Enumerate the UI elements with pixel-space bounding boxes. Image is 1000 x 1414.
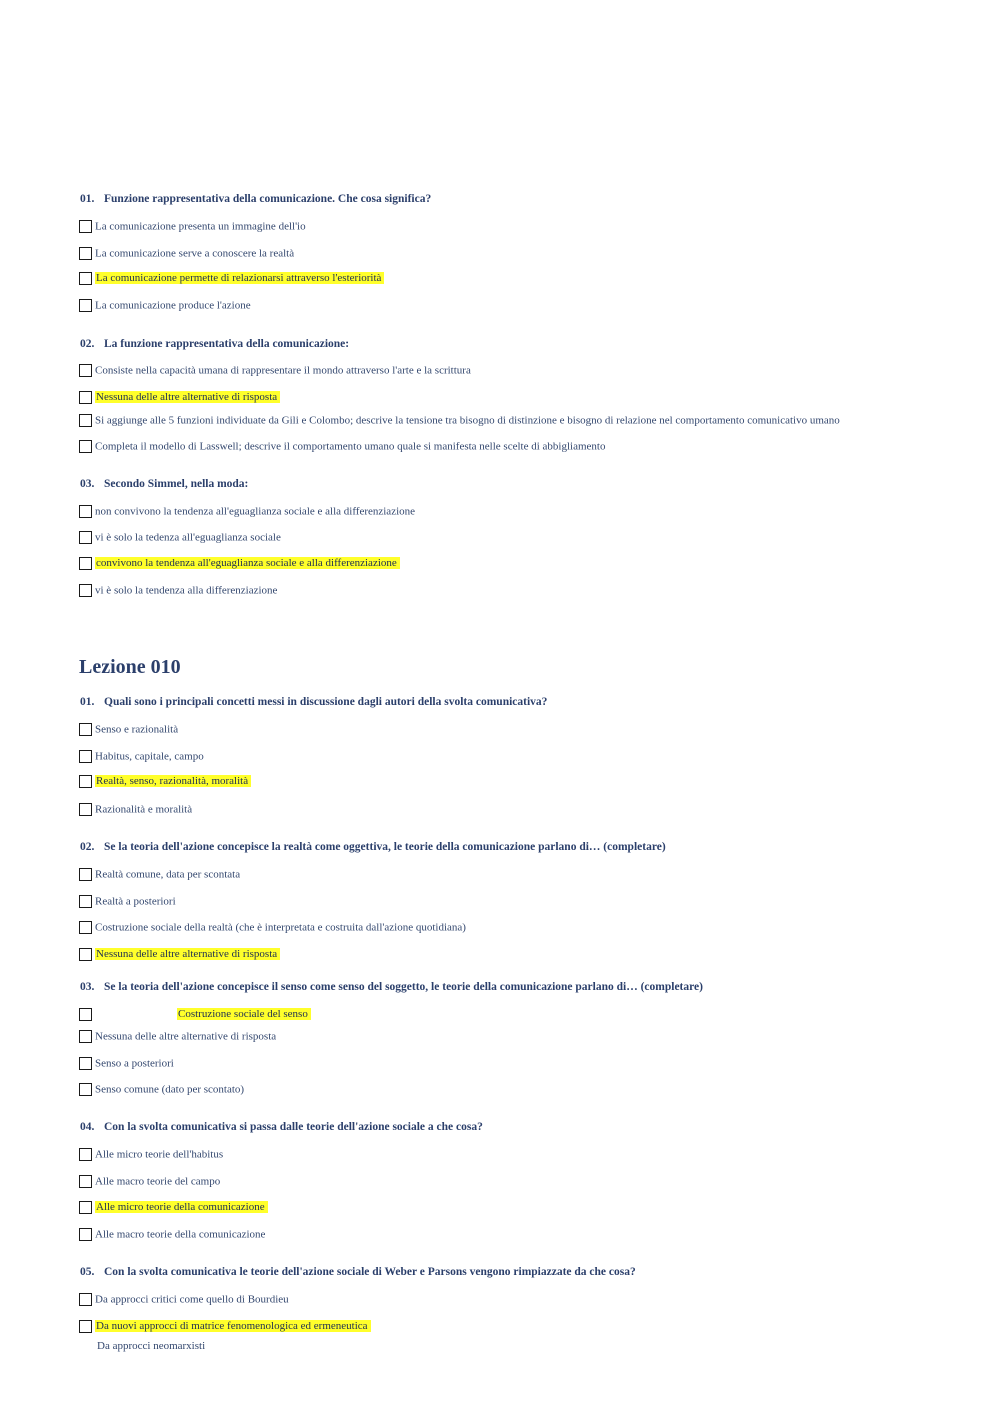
option-label-highlighted: Realtà, senso, razionalità, moralità (95, 775, 251, 787)
answer-option-correct[interactable] (79, 947, 280, 963)
question-a3 (80, 478, 248, 490)
option-label-highlighted: Costruzione sociale del senso (177, 1008, 311, 1020)
answer-option[interactable] (79, 1227, 265, 1243)
option-label-highlighted: Nessuna delle altre alternative di risposta (95, 391, 280, 403)
question-b3 (80, 981, 703, 993)
answer-option[interactable] (79, 749, 204, 765)
answer-option-correct[interactable] (79, 390, 280, 406)
question-number: 01. (80, 696, 95, 708)
checkbox[interactable] (79, 531, 92, 544)
answer-option-correct[interactable] (79, 271, 384, 287)
checkbox[interactable] (79, 364, 92, 377)
answer-option[interactable] (79, 530, 281, 546)
question-text: Con la svolta comunicativa si passa dalle teorie dell'azione sociale a che cosa? (104, 1121, 483, 1133)
checkbox[interactable] (79, 1008, 92, 1021)
question-number: 04. (80, 1121, 95, 1133)
question-number: 02. (80, 338, 95, 350)
question-text: Se la teoria dell'azione concepisce la realtà come oggettiva, le teorie della comunicazione parlano di… (completare) (104, 841, 666, 853)
option-label: Nessuna delle altre alternative di risposta (95, 1030, 277, 1043)
checkbox[interactable] (79, 868, 92, 881)
question-text: Se la teoria dell'azione concepisce il senso come senso del soggetto, le teorie della comunicazione parlano di… (completare) (104, 981, 703, 993)
checkbox[interactable] (79, 803, 92, 816)
checkbox[interactable] (79, 391, 92, 404)
answer-option[interactable] (79, 1147, 223, 1163)
option-label: Costruzione sociale della realtà (che è interpretata e costruita dall'azione quotidiana) (95, 921, 466, 934)
question-text: La funzione rappresentativa della comunicazione: (104, 338, 350, 350)
question-number: 01. (80, 193, 95, 205)
answer-option[interactable] (79, 439, 605, 455)
option-label: non convivono la tendenza all'eguaglianza sociale e alla differenziazione (95, 505, 416, 518)
answer-option[interactable] (79, 894, 176, 910)
answer-option[interactable] (79, 298, 251, 314)
checkbox[interactable] (79, 1057, 92, 1070)
answer-option-correct[interactable] (79, 1319, 371, 1335)
checkbox[interactable] (79, 1201, 92, 1214)
option-label: Razionalità e moralità (95, 803, 193, 816)
answer-option[interactable] (79, 1292, 289, 1308)
answer-option[interactable] (79, 363, 471, 379)
option-label: Alle macro teorie del campo (95, 1175, 221, 1188)
option-label: Senso comune (dato per scontato) (95, 1083, 245, 1096)
checkbox[interactable] (79, 272, 92, 285)
checkbox[interactable] (79, 921, 92, 934)
option-label-highlighted: Alle micro teorie della comunicazione (95, 1201, 268, 1213)
option-label: Senso e razionalità (95, 723, 179, 736)
question-number: 05. (80, 1266, 95, 1278)
checkbox[interactable] (79, 895, 92, 908)
answer-option[interactable] (79, 867, 240, 883)
option-label: Da approcci critici come quello di Bourdieu (95, 1293, 289, 1306)
answer-option-correct[interactable] (79, 1200, 268, 1216)
checkbox[interactable] (79, 505, 92, 518)
answer-option[interactable] (79, 1082, 244, 1098)
checkbox[interactable] (79, 1030, 92, 1043)
checkbox[interactable] (79, 948, 92, 961)
checkbox[interactable] (79, 247, 92, 260)
checkbox[interactable] (79, 1320, 92, 1333)
option-label: Realtà comune, data per scontata (95, 868, 241, 881)
question-text: Con la svolta comunicativa le teorie dell'azione sociale di Weber e Parsons vengono rimpiazzate da che cosa? (104, 1266, 636, 1278)
option-label-highlighted: La comunicazione permette di relazionarsi attraverso l'esteriorità (95, 272, 384, 284)
checkbox[interactable] (79, 1083, 92, 1096)
option-label-highlighted: convivono la tendenza all'eguaglianza sociale e alla differenziazione (95, 557, 400, 569)
question-text: Funzione rappresentativa della comunicazione. Che cosa significa? (104, 193, 432, 205)
checkbox[interactable] (79, 723, 92, 736)
answer-option[interactable] (79, 219, 306, 235)
checkbox[interactable] (79, 1175, 92, 1188)
option-label: vi è solo la tedenza all'eguaglianza sociale (95, 531, 281, 544)
question-a2 (80, 338, 349, 350)
checkbox[interactable] (79, 299, 92, 312)
answer-option[interactable] (79, 1029, 276, 1045)
option-label: Realtà a posteriori (95, 895, 176, 908)
checkbox[interactable] (79, 775, 92, 788)
answer-option[interactable] (79, 802, 192, 818)
question-number: 03. (80, 478, 95, 490)
checkbox[interactable] (79, 414, 92, 427)
answer-option[interactable] (79, 1174, 220, 1190)
answer-option[interactable] (79, 1056, 174, 1072)
question-b1 (80, 696, 547, 708)
option-label: La comunicazione serve a conoscere la realtà (95, 247, 295, 260)
question-b2 (80, 841, 666, 853)
answer-option[interactable] (79, 246, 294, 262)
checkbox[interactable] (79, 750, 92, 763)
option-label-highlighted: Da nuovi approcci di matrice fenomenologica ed ermeneutica (95, 1320, 371, 1332)
lesson-title: Lezione 010 (79, 656, 181, 678)
checkbox[interactable] (79, 220, 92, 233)
answer-option-correct[interactable] (79, 774, 251, 790)
answer-option[interactable] (79, 722, 178, 738)
checkbox[interactable] (79, 1148, 92, 1161)
question-b4 (80, 1121, 483, 1133)
question-b5 (80, 1266, 636, 1278)
answer-option[interactable] (79, 583, 277, 599)
option-label: La comunicazione presenta un immagine dell'io (95, 220, 306, 233)
option-label: Alle macro teorie della comunicazione (95, 1228, 266, 1241)
answer-option-correct[interactable] (79, 1007, 311, 1023)
option-label: Senso a posteriori (95, 1057, 174, 1070)
option-label: Habitus, capitale, campo (95, 750, 204, 763)
question-number: 02. (80, 841, 95, 853)
option-label: Consiste nella capacità umana di rappresentare il mondo attraverso l'arte e la scrittura (95, 364, 471, 377)
checkbox[interactable] (79, 557, 92, 570)
option-label: Alle micro teorie dell'habitus (95, 1148, 224, 1161)
checkbox[interactable] (79, 440, 92, 453)
option-label: vi è solo la tendenza alla differenziazione (95, 584, 278, 597)
checkbox[interactable] (79, 1293, 92, 1306)
option-label: Si aggiunge alle 5 funzioni individuate da Gili e Colombo; descrive la tensione tra bisogno di distinzione e bisogno di relazione nel comportamento comunicativo umano (95, 414, 840, 427)
option-label-highlighted: Nessuna delle altre alternative di risposta (95, 948, 280, 960)
option-label: Completa il modello di Lasswell; descrive il comportamento umano quale si manifesta nelle scelte di abbigliamento (95, 440, 606, 453)
checkbox[interactable] (79, 584, 92, 597)
answer-option[interactable] (79, 413, 840, 429)
question-text: Quali sono i principali concetti messi in discussione dagli autori della svolta comunicativa? (104, 696, 548, 708)
answer-option[interactable] (79, 504, 415, 520)
question-text: Secondo Simmel, nella moda: (104, 478, 249, 490)
answer-option[interactable] (79, 920, 466, 936)
option-label: La comunicazione produce l'azione (95, 299, 251, 312)
question-a1 (80, 193, 431, 205)
answer-option-correct[interactable] (79, 556, 400, 572)
checkbox[interactable] (79, 1228, 92, 1241)
answer-option-plain[interactable]: Da approcci neomarxisti (97, 1340, 206, 1352)
question-number: 03. (80, 981, 95, 993)
